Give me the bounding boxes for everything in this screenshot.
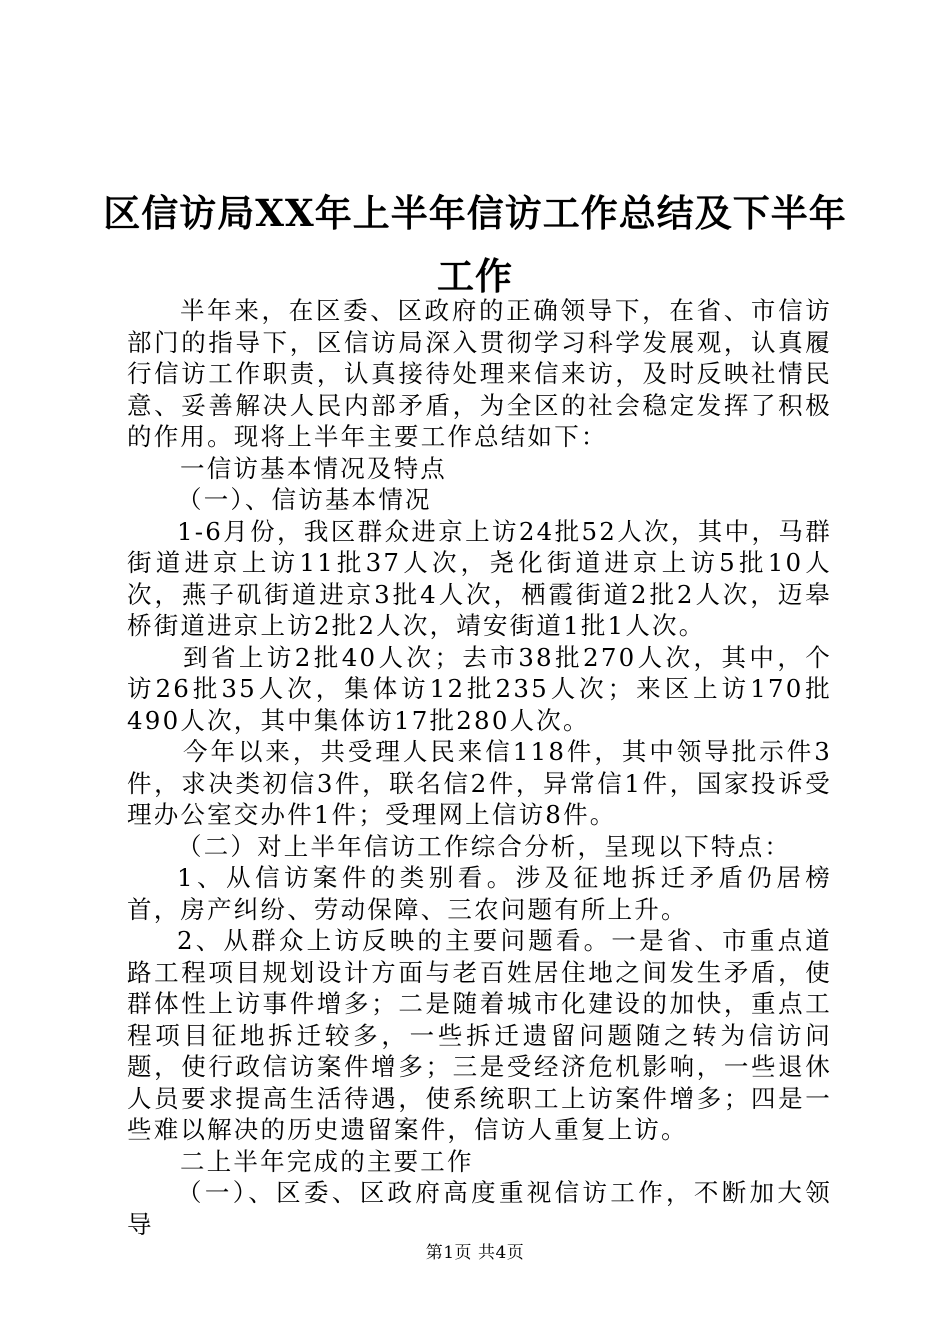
subsection-heading-1-2: （二）对上半年信访工作综合分析，呈现以下特点： bbox=[177, 831, 792, 861]
paragraph-feature-2: 2、从群众上访反映的主要问题看。一是省、市重点道路工程项目规划设计方面与老百姓居住地之间发生矛盾，使群体性上访事件增多；二是随着城市化建设的加快，重点工程项目征地拆迁较多，一些拆迁遗留问题随之转为信访问题，使行政信访案件增多；三是受经济危机影响，一些退休人员要求提高生活待遇，使系统职工上访案件增多；四是一些难以解决的历史遗留案件，信访人重复上访。 bbox=[127, 926, 832, 1144]
paragraph-province-city-visits: 到省上访2批40人次；去市38批270人次，其中，个访26批35人次，集体访12批235人次；来区上访170批490人次，其中集体访17批280人次。 bbox=[127, 642, 832, 735]
subsection-heading-2-1: （一）、区委、区政府高度重视信访工作，不断加大领导 bbox=[127, 1178, 832, 1239]
page-footer: 第1页 共4页 bbox=[425, 1243, 525, 1263]
section-heading-1: 一信访基本情况及特点 bbox=[180, 453, 447, 483]
subsection-heading-1-1: （一）、信访基本情况 bbox=[177, 485, 432, 514]
document-body bbox=[127, 295, 832, 1240]
paragraph-letters: 今年以来，共受理人民来信118件，其中领导批示件3件，求决类初信3件，联名信2件，异常信1件，国家投诉受理办公室交办件1件；受理网上信访8件。 bbox=[127, 737, 832, 829]
document-title: 区信访局XX年上半年信访工作总结及下半年工作 bbox=[103, 191, 847, 298]
paragraph-beijing-visits: 1-6月份，我区群众进京上访24批52人次，其中，马群街道进京上访11批37人次，尧化街道进京上访5批10人次，燕子矶街道进京3批4人次，栖霞街道2批2人次，迈皋桥街道进京上访2批2人次，靖安街道1批1人次。 bbox=[127, 516, 832, 640]
paragraph-intro: 半年来，在区委、区政府的正确领导下，在省、市信访部门的指导下，区信访局深入贯彻学习科学发展观，认真履行信访工作职责，认真接待处理来信来访，及时反映社情民意、妥善解决人民内部矛盾，为全区的社会稳定发挥了积极的作用。现将上半年主要工作总结如下： bbox=[127, 296, 832, 451]
section-heading-2: 二上半年完成的主要工作 bbox=[180, 1146, 474, 1176]
paragraph-feature-1: 1、从信访案件的类别看。涉及征地拆迁矛盾仍居榜首，房产纠纷、劳动保障、三农问题有所上升。 bbox=[127, 863, 832, 924]
